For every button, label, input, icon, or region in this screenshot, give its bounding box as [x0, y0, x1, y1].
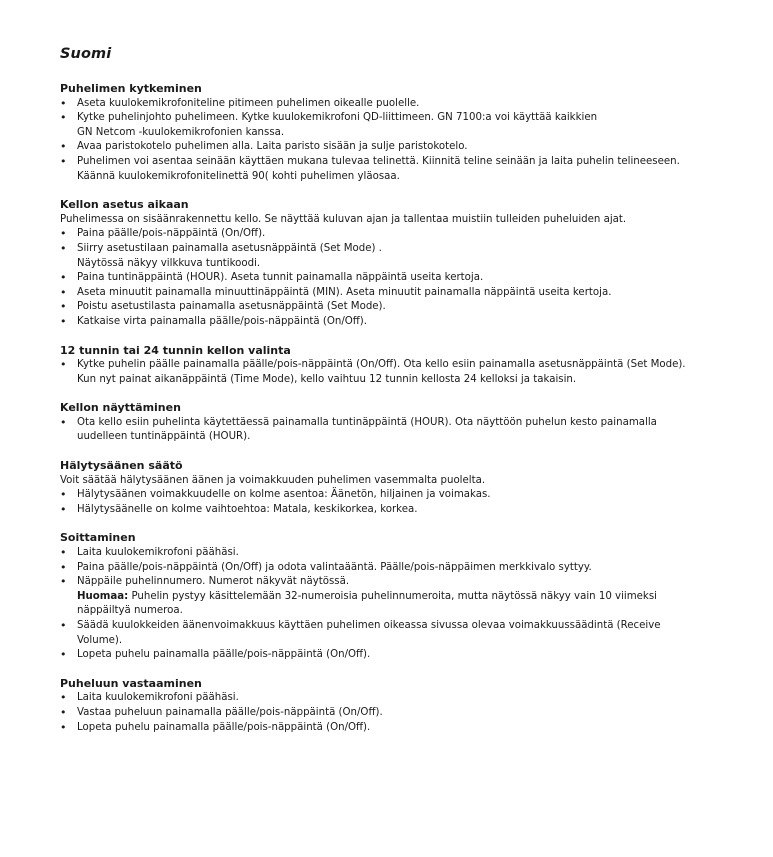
- manual-page: [60, 46, 720, 749]
- section-title: Soittaminen: [60, 531, 136, 545]
- section-ringer-adjust: [60, 459, 720, 517]
- list-item: • Ota kello esiin puhelinta käytettäessä painamalla tuntinäppäintä (HOUR). Ota näyttöön puhelun kesto painamalla uudelleen tuntinäppäintä (HOUR).: [60, 416, 720, 445]
- bullet-list: [60, 488, 720, 517]
- list-item: • Laita kuulokemikrofoni päähäsi.: [60, 691, 720, 706]
- section-title: Kellon asetus aikaan: [60, 198, 189, 212]
- list-item: • Säädä kuulokkeiden äänenvoimakkuus käyttäen puhelimen oikeassa sivussa olevaa voimakkuussäädintä (Receive Volume).: [60, 619, 720, 648]
- section-answering-call: [60, 677, 720, 735]
- list-item: • Lopeta puhelu painamalla päälle/pois-näppäintä (On/Off).: [60, 648, 720, 663]
- list-item: • Kytke puhelin päälle painamalla päälle/pois-näppäintä (On/Off). Ota kello esiin painamalla asetusnäppäintä (Set Mode). Kun nyt painat aikanäppäintä (Time Mode), kello vaihtuu 12 tunnin kellosta 24 kelloksi ja takaisin.: [60, 358, 720, 387]
- list-item: • Aseta kuulokemikrofoniteline pitimeen puhelimen oikealle puolelle.: [60, 97, 720, 112]
- list-item: • Laita kuulokemikrofoni päähäsi.: [60, 546, 720, 561]
- page-title: Suomi: [60, 46, 112, 62]
- list-item: • Poistu asetustilasta painamalla asetusnäppäintä (Set Mode).: [60, 300, 720, 315]
- section-connecting: [60, 82, 720, 184]
- list-item: • Avaa paristokotelo puhelimen alla. Laita paristo sisään ja sulje paristokotelo.: [60, 140, 720, 155]
- list-item: • Puhelimen voi asentaa seinään käyttäen mukana tulevaa telinettä. Kiinnitä teline seinään ja laita puhelin telineeseen. Käännä kuulokemikrofonitelinettä 90( kohti puhelimen yläosaa.: [60, 155, 720, 184]
- list-item: • Näppäile puhelinnumero. Numerot näkyvät näytössä. Huomaa: Puhelin pystyy käsittelemään 32-numeroisia puhelinnumeroita, mutta näytössä näkyy vain 10 viimeksi näppäiltyä numeroa.: [60, 575, 720, 619]
- bullet-list: [60, 546, 720, 663]
- bullet-list: [60, 416, 720, 445]
- bullet-list: [60, 691, 720, 735]
- list-item: • Lopeta puhelu painamalla päälle/pois-näppäintä (On/Off).: [60, 721, 720, 736]
- list-item: • Aseta minuutit painamalla minuuttinäppäintä (MIN). Aseta minuutit painamalla näppäintä useita kertoja.: [60, 286, 720, 301]
- bullet-list: [60, 97, 720, 185]
- list-item: • Kytke puhelinjohto puhelimeen. Kytke kuulokemikrofoni QD-liittimeen. GN 7100:a voi käyttää kaikkien GN Netcom -kuulokemikrofonien kanssa.: [60, 111, 720, 140]
- list-item: • Katkaise virta painamalla päälle/pois-näppäintä (On/Off).: [60, 315, 720, 330]
- section-title: Kellon näyttäminen: [60, 401, 181, 415]
- section-intro: Puhelimessa on sisäänrakennettu kello. Se näyttää kuluvan ajan ja tallentaa muistiin tulleiden puheluiden ajat.: [60, 213, 627, 225]
- section-clock-setting: [60, 198, 720, 329]
- note-label: Huomaa:: [77, 590, 129, 602]
- list-item: • Paina päälle/pois-näppäintä (On/Off).: [60, 227, 720, 242]
- bullet-list: [60, 227, 720, 329]
- note-line: Huomaa: Puhelin pystyy käsittelemään 32-numeroisia puhelinnumeroita, mutta näytössä näkyy vain 10 viimeksi: [77, 590, 657, 602]
- list-item: • Paina tuntinäppäintä (HOUR). Aseta tunnit painamalla näppäintä useita kertoja.: [60, 271, 720, 286]
- list-item: • Hälytysäänelle on kolme vaihtoehtoa: Matala, keskikorkea, korkea.: [60, 503, 720, 518]
- section-title: 12 tunnin tai 24 tunnin kellon valinta: [60, 343, 291, 357]
- bullet-list: [60, 358, 720, 387]
- section-making-call: [60, 531, 720, 662]
- section-title: Hälytysäänen säätö: [60, 459, 183, 473]
- list-item: • Paina päälle/pois-näppäintä (On/Off) ja odota valintaääntä. Päälle/pois-näppäimen merkkivalo syttyy.: [60, 561, 720, 576]
- section-intro: Voit säätää hälytysäänen äänen ja voimakkuuden puhelimen vasemmalta puolelta.: [60, 474, 486, 486]
- list-item: • Vastaa puheluun painamalla päälle/pois-näppäintä (On/Off).: [60, 706, 720, 721]
- list-item: • Siirry asetustilaan painamalla asetusnäppäintä (Set Mode) . Näytössä näkyy vilkkuva tuntikoodi.: [60, 242, 720, 271]
- section-clock-display: [60, 401, 720, 445]
- section-title: Puhelimen kytkeminen: [60, 82, 202, 95]
- list-item: • Hälytysäänen voimakkuudelle on kolme asentoa: Äänetön, hiljainen ja voimakas.: [60, 488, 720, 503]
- section-12-24-clock: [60, 344, 720, 388]
- section-title: Puheluun vastaaminen: [60, 676, 202, 690]
